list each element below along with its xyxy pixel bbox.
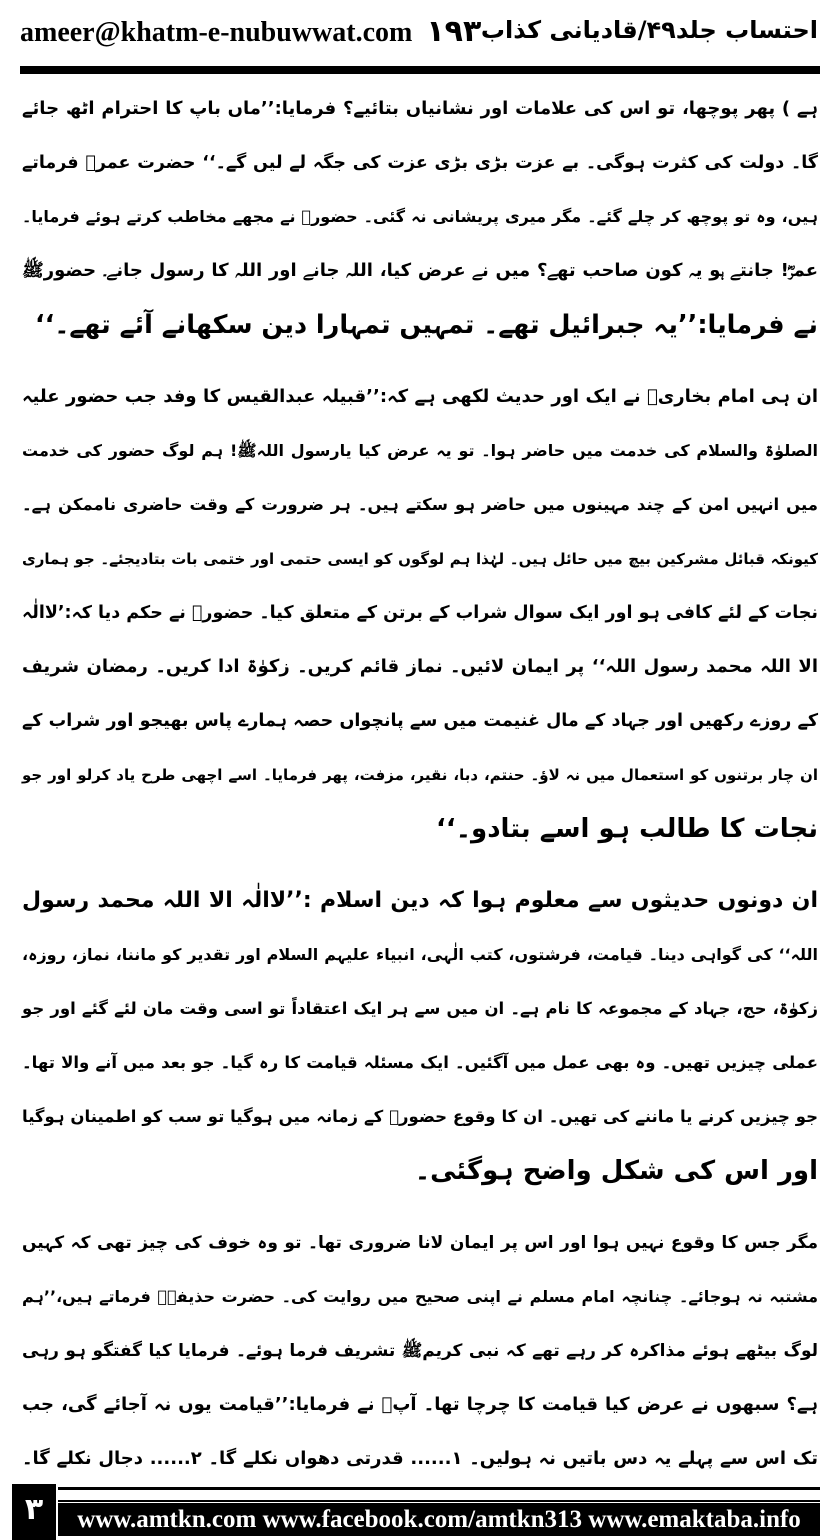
text-line: ہے؟ سبھوں نے عرض کیا قیامت کا چرچا تھا۔ آپؐ نے فرمایا:’’قیامت یوں نہ آجائے گی، جب <box>22 1394 818 1415</box>
text-line: نے فرمایا:’’یہ جبرائیل تھے۔ تمہیں تمہارا دین سکھانے آئے تھے۔‘‘ <box>35 310 818 340</box>
text-line: کے روزے رکھیں اور جہاد کے مال غنیمت میں سے پانچواں حصہ ہمارے پاس بھیجو اور شراب کے <box>22 711 818 731</box>
text-line: زکوٰۃ، حج، جہاد کے مجموعہ کا نام ہے۔ ان میں سے ہر ایک اعتقاداً تو اسی وقت مان لئے گئے اور جو <box>22 999 818 1018</box>
footer-links: www.amtkn.com www.facebook.com/amtkn313 www.emaktaba.info <box>58 1503 820 1536</box>
text-line: جو چیزیں کرنے یا ماننے کی تھیں۔ ان کا وقوع حضورؐ کے زمانہ میں ہوگیا تو سب کو اطمینان ہوگیا <box>22 1107 818 1126</box>
text-line: اور اس کی شکل واضح ہوگئی۔ <box>414 1156 818 1186</box>
header-left <box>20 14 481 49</box>
page-number: ۱۹۳ <box>426 14 482 49</box>
footer-section-number: ۳ <box>12 1484 56 1540</box>
text-line: ہے ) پھر پوچھا، تو اس کی علامات اور نشانیاں بتائیے؟ فرمایا:’’ماں باپ کا احترام اٹھ جائے <box>22 98 818 119</box>
text-line: مشتبہ نہ ہوجائے۔ چنانچہ امام مسلم نے اپنی صحیح میں روایت کی۔ حضرت حذیفہؓ فرماتے ہیں،’’ہم <box>22 1287 818 1306</box>
text-line: گا۔ دولت کی کثرت ہوگی۔ بے عزت بڑی بڑی عزت کی جگہ لے لیں گے۔‘‘ حضرت عمرؓ فرماتے <box>22 153 818 173</box>
text-line: عملی چیزیں تھیں۔ وہ بھی عمل میں آگئیں۔ ایک مسئلہ قیامت کا رہ گیا۔ جو بعد میں آنے والا تھا۔ <box>22 1053 818 1072</box>
text-line: میں انہیں امن کے چند مہینوں میں حاضر ہو سکتے ہیں۔ ہر ضرورت کے وقت حاضری ناممکن ہے۔ <box>22 495 818 514</box>
header-rule <box>20 66 820 74</box>
text-line: ان چار برتنوں کو استعمال میں نہ لاؤ۔ حنتم، دبا، نقیر، مزفت، پھر فرمایا۔ اسے اچھی طرح یاد کرلو اور جو <box>22 766 818 784</box>
text-line: ان دونوں حدیثوں سے معلوم ہوا کہ دین اسلام :’’لاالٰہ الا اللہ محمد رسول <box>22 888 818 913</box>
text-line: اللہ‘‘ کی گواہی دینا۔ قیامت، فرشتوں، کتب الٰہی، انبیاء علیہم السلام اور تقدیر کو ماننا، نماز، روزہ، <box>22 945 818 964</box>
text-line: مگر جس کا وقوع نہیں ہوا اور اس پر ایمان لانا ضروری تھا۔ تو وہ خوف کی چیز تھی کہ کہیں <box>22 1233 818 1253</box>
text-line: الا اللہ محمد رسول اللہ‘‘ پر ایمان لائیں۔ نماز قائم کریں۔ زکوٰۃ ادا کریں۔ رمضان شریف <box>22 656 818 677</box>
text-line: عمرؓ! جانتے ہو یہ کون صاحب تھے؟ میں نے عرض کیا، اللہ جانے اور اللہ کا رسول جانے۔ حضورﷺ <box>22 260 818 281</box>
text-line: کیونکہ قبائل مشرکین بیچ میں حائل ہیں۔ لہٰذا ہم لوگوں کو ایسی حتمی اور ختمی بات بتادیجئے۔ جو ہماری <box>22 550 818 568</box>
text-line: الصلوٰۃ والسلام کی خدمت میں حاضر ہوا۔ تو یہ عرض کیا یارسول اللہﷺ! ہم لوگ حضور کی خدمت <box>22 441 818 460</box>
text-line: نجات کے لئے کافی ہو اور ایک سوال شراب کے برتن کے متعلق کیا۔ حضورؐ نے حکم دیا کہ:’لاالٰہ <box>22 603 818 623</box>
text-line: لوگ بیٹھے ہوئے مذاکرہ کر رہے تھے کہ نبی کریمﷺ تشریف فرما ہوئے۔ فرمایا کیا گفتگو ہو رہی <box>22 1341 818 1361</box>
text-line: ان ہی امام بخاریؒ نے ایک اور حدیث لکھی ہے کہ:’’قبیلہ عبدالقیس کا وفد جب حضور علیہ <box>22 386 818 407</box>
header-email: ameer@khatm-e-nubuwwat.com <box>20 17 413 48</box>
text-line: نجات کا طالب ہو اسے بتادو۔‘‘ <box>436 814 818 844</box>
text-line: تک اس سے پہلے یہ دس باتیں نہ ہولیں۔ ۱...... قدرتی دھواں نکلے گا۔ ۲...... دجال نکلے گا۔ <box>22 1448 818 1469</box>
page-body <box>22 82 818 1486</box>
footer-rule <box>58 1487 820 1502</box>
text-line: ہیں، وہ تو پوچھ کر چلے گئے۔ مگر میری پریشانی نہ گئی۔ حضورؐ نے مجھے مخاطب کرتے ہوئے فرمایا۔ <box>22 207 818 226</box>
book-title: احتساب جلد۴۹/قادیانی کذاب <box>480 16 818 44</box>
